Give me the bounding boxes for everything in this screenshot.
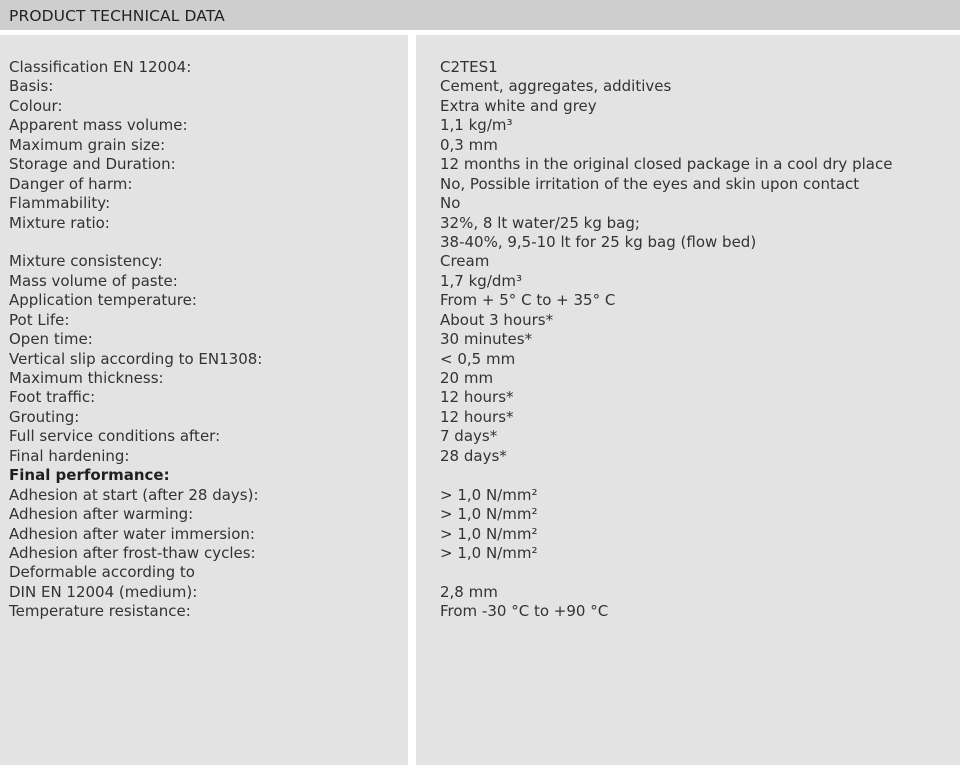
property-label: Foot traffic: bbox=[9, 388, 96, 407]
property-value: Cement, aggregates, additives bbox=[440, 77, 672, 96]
property-labels-column bbox=[0, 35, 408, 765]
property-label: Adhesion after frost-thaw cycles: bbox=[9, 543, 256, 562]
property-value bbox=[440, 563, 892, 582]
section-title: PRODUCT TECHNICAL DATA bbox=[9, 7, 225, 25]
property-label: Grouting: bbox=[9, 407, 80, 426]
property-label: Mass volume of paste: bbox=[9, 271, 178, 290]
property-value: > 1,0 N/mm² bbox=[440, 485, 538, 504]
property-label: Maximum grain size: bbox=[9, 135, 166, 154]
section-header bbox=[0, 0, 960, 30]
property-value: Extra white and grey bbox=[440, 96, 597, 115]
property-values-column bbox=[416, 35, 960, 765]
property-value: 30 minutes* bbox=[440, 330, 533, 349]
property-label: Temperature resistance: bbox=[9, 602, 191, 621]
property-value: < 0,5 mm bbox=[440, 349, 516, 368]
property-label: Apparent mass volume: bbox=[9, 116, 188, 135]
property-value: 38-40%, 9,5-10 lt for 25 kg bag (flow bed) bbox=[440, 232, 757, 251]
property-value: C2TES1 bbox=[440, 58, 498, 76]
property-value bbox=[440, 466, 892, 485]
property-values-list bbox=[440, 58, 892, 622]
property-value: 12 hours* bbox=[440, 407, 514, 426]
property-value: 28 days* bbox=[440, 446, 507, 465]
property-label: DIN EN 12004 (medium): bbox=[9, 582, 198, 601]
property-value: Cream bbox=[440, 252, 490, 271]
property-label: Open time: bbox=[9, 330, 93, 349]
property-label: Adhesion at start (after 28 days): bbox=[9, 485, 259, 504]
property-value: > 1,0 N/mm² bbox=[440, 524, 538, 543]
property-value: About 3 hours* bbox=[440, 310, 554, 329]
property-label: Danger of harm: bbox=[9, 174, 133, 193]
property-value: 20 mm bbox=[440, 369, 494, 387]
property-labels-list bbox=[9, 58, 262, 622]
property-value: From + 5° C to + 35° C bbox=[440, 291, 616, 310]
property-value: 0,3 mm bbox=[440, 135, 498, 154]
property-label: Adhesion after water immersion: bbox=[9, 524, 255, 543]
property-value: 2,8 mm bbox=[440, 582, 498, 601]
property-label: Pot Life: bbox=[9, 310, 70, 329]
property-label: Full service conditions after: bbox=[9, 427, 221, 446]
property-label: Classification EN 12004: bbox=[9, 58, 192, 76]
property-label bbox=[9, 233, 262, 252]
property-label: Application temperature: bbox=[9, 291, 197, 310]
property-value: 32%, 8 lt water/25 kg bag; bbox=[440, 213, 640, 232]
property-label: Adhesion after warming: bbox=[9, 505, 194, 524]
property-label: Mixture ratio: bbox=[9, 213, 110, 232]
property-label: Basis: bbox=[9, 77, 54, 96]
property-label: Mixture consistency: bbox=[9, 252, 163, 271]
property-value: No, Possible irritation of the eyes and skin upon contact bbox=[440, 174, 860, 193]
property-label: Flammability: bbox=[9, 194, 111, 213]
property-label: Deformable according to bbox=[9, 563, 195, 582]
property-value: From -30 °C to +90 °C bbox=[440, 602, 609, 621]
property-label: Storage and Duration: bbox=[9, 155, 176, 174]
property-label: Final hardening: bbox=[9, 446, 130, 465]
subsection-heading: Final performance: bbox=[9, 466, 170, 485]
property-value: 12 months in the original closed package in a cool dry place bbox=[440, 155, 893, 174]
property-label: Maximum thickness: bbox=[9, 369, 164, 387]
property-value: 7 days* bbox=[440, 427, 498, 446]
property-label: Vertical slip according to EN1308: bbox=[9, 349, 263, 368]
property-label: Colour: bbox=[9, 96, 63, 115]
property-value: > 1,0 N/mm² bbox=[440, 505, 538, 524]
property-value: 1,1 kg/m³ bbox=[440, 116, 513, 135]
property-value: 12 hours* bbox=[440, 388, 514, 407]
property-value: No bbox=[440, 194, 461, 213]
property-value: 1,7 kg/dm³ bbox=[440, 271, 523, 290]
property-value: > 1,0 N/mm² bbox=[440, 543, 538, 562]
